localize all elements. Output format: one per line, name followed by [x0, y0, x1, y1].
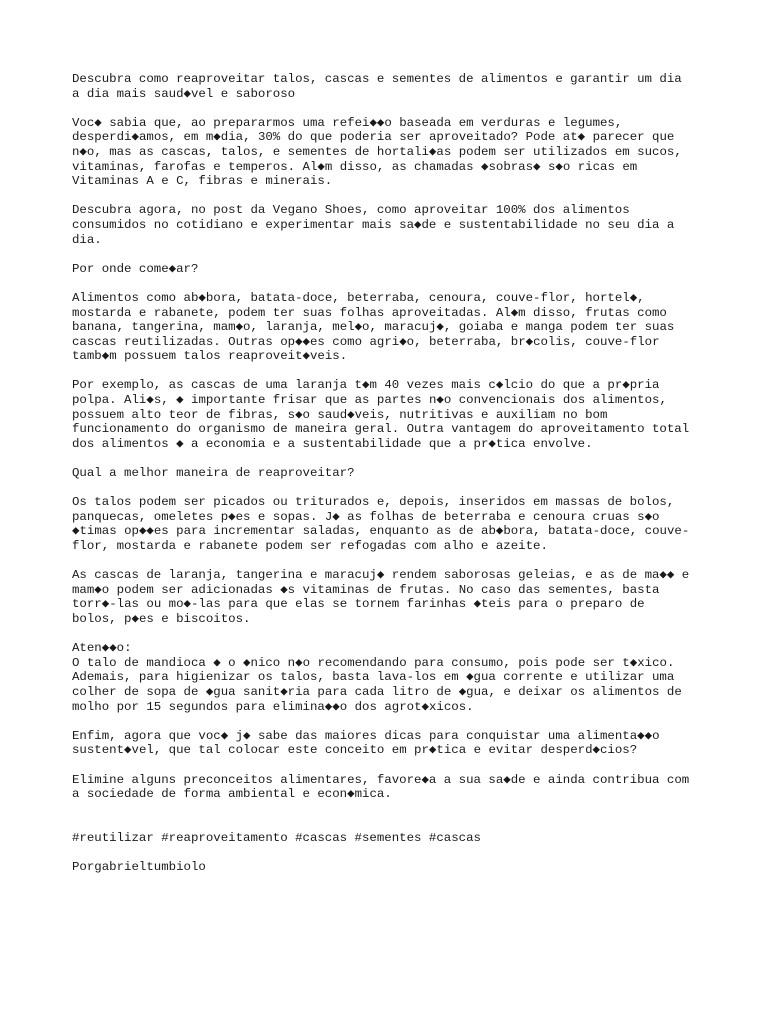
paragraph-closing: Elimine alguns preconceitos alimentares, favore◆a a sua sa◆de e ainda contribua com a sociedade de forma ambiental e econ◆mica. — [72, 772, 690, 802]
paragraph-intro: Voc◆ sabia que, ao prepararmos uma refei◆◆o baseada em verduras e legumes, desperdi◆amos, em m◆dia, 30% do que poderia ser aproveitado? Pode at◆ parecer que n◆o, mas as cascas, talos, e sementes de hortali◆as podem ser utilizados em sucos, vitaminas, farofas e temperos. Al◆m disso, as chamadas ◆sobras◆ s◆o ricas em Vitaminas A e C, fibras e minerais. — [72, 115, 682, 189]
section-heading-best-way: Qual a melhor maneira de reaproveitar? — [72, 466, 355, 481]
document-body — [72, 72, 712, 889]
paragraph-example: Por exemplo, as cascas de uma laranja t◆m 40 vezes mais c◆lcio do que a pr◆pria polpa. Ali◆s, ◆ importante frisar que as partes n◆o convencionais dos alimentos, possuem alto teor de fibras, s◆o saud◆veis, nutritivas e auxiliam no bom funcionamento do organismo de maneira geral. Outra vantagem do aproveitamento total dos alimentos ◆ a economia e a sustentabilidade que a pr◆tica envolve. — [72, 378, 690, 451]
paragraph-stalks: Os talos podem ser picados ou triturados e, depois, inseridos em massas de bolos, panquecas, omeletes p◆es e sopas. J◆ as folhas de beterraba e cenoura cruas s◆o ◆timas op◆◆es para incrementar saladas, enquanto as de ab◆bora, batata-doce, couve- flor, mostarda e rabanete podem ser refogadas com alho e azeite. — [72, 495, 690, 553]
paragraph-attention: Aten◆◆o: O talo de mandioca ◆ o ◆nico n◆o recomendando para consumo, pois pode ser t◆xico. Ademais, para higienizar os talos, basta lava-los em ◆gua corrente e utilizar uma colher de sopa de ◆gua sanit◆ria para cada litro de ◆gua, e deixar os alimentos de molho por 15 segundos para elimina◆◆o dos agrot◆xicos. — [72, 641, 682, 714]
section-heading-where-to-start: Por onde come◆ar? — [72, 261, 199, 276]
paragraph-conclusion: Enfim, agora que voc◆ j◆ sabe das maiores dicas para conquistar uma alimenta◆◆o sustent◆vel, que tal colocar este conceito em pr◆tica e evitar desperd◆cios? — [72, 728, 660, 758]
author-signature: Porgabrieltumbiolo — [72, 860, 206, 875]
paragraph-discover: Descubra agora, no post da Vegano Shoes, como aproveitar 100% dos alimentos consumidos no cotidiano e experimentar mais sa◆de e sustentabilidade no seu dia a dia. — [72, 203, 675, 247]
hashtags: #reutilizar #reaproveitamento #cascas #sementes #cascas — [72, 830, 481, 845]
article-title: Descubra como reaproveitar talos, cascas e sementes de alimentos e garantir um dia a dia mais saud◆vel e saboroso — [72, 72, 682, 101]
paragraph-peels: As cascas de laranja, tangerina e maracuj◆ rendem saborosas geleias, e as de ma◆◆ e mam◆o podem ser adicionadas ◆s vitaminas de frutas. No caso das sementes, basta torr◆-las ou mo◆-las para que elas se tornem farinhas ◆teis para o preparo de bolos, p◆es e biscoitos. — [72, 568, 690, 626]
paragraph-foods: Alimentos como ab◆bora, batata-doce, beterraba, cenoura, couve-flor, hortel◆, mostarda e rabanete, podem ter suas folhas aproveitadas. Al◆m disso, frutas como banana, tangerina, mam◆o, laranja, mel◆o, maracuj◆, goiaba e manga podem ter suas cascas reutilizadas. Outras op◆◆es como agri◆o, beterraba, br◆colis, couve-flor tamb◆m possuem talos reaproveit◆veis. — [72, 290, 675, 364]
